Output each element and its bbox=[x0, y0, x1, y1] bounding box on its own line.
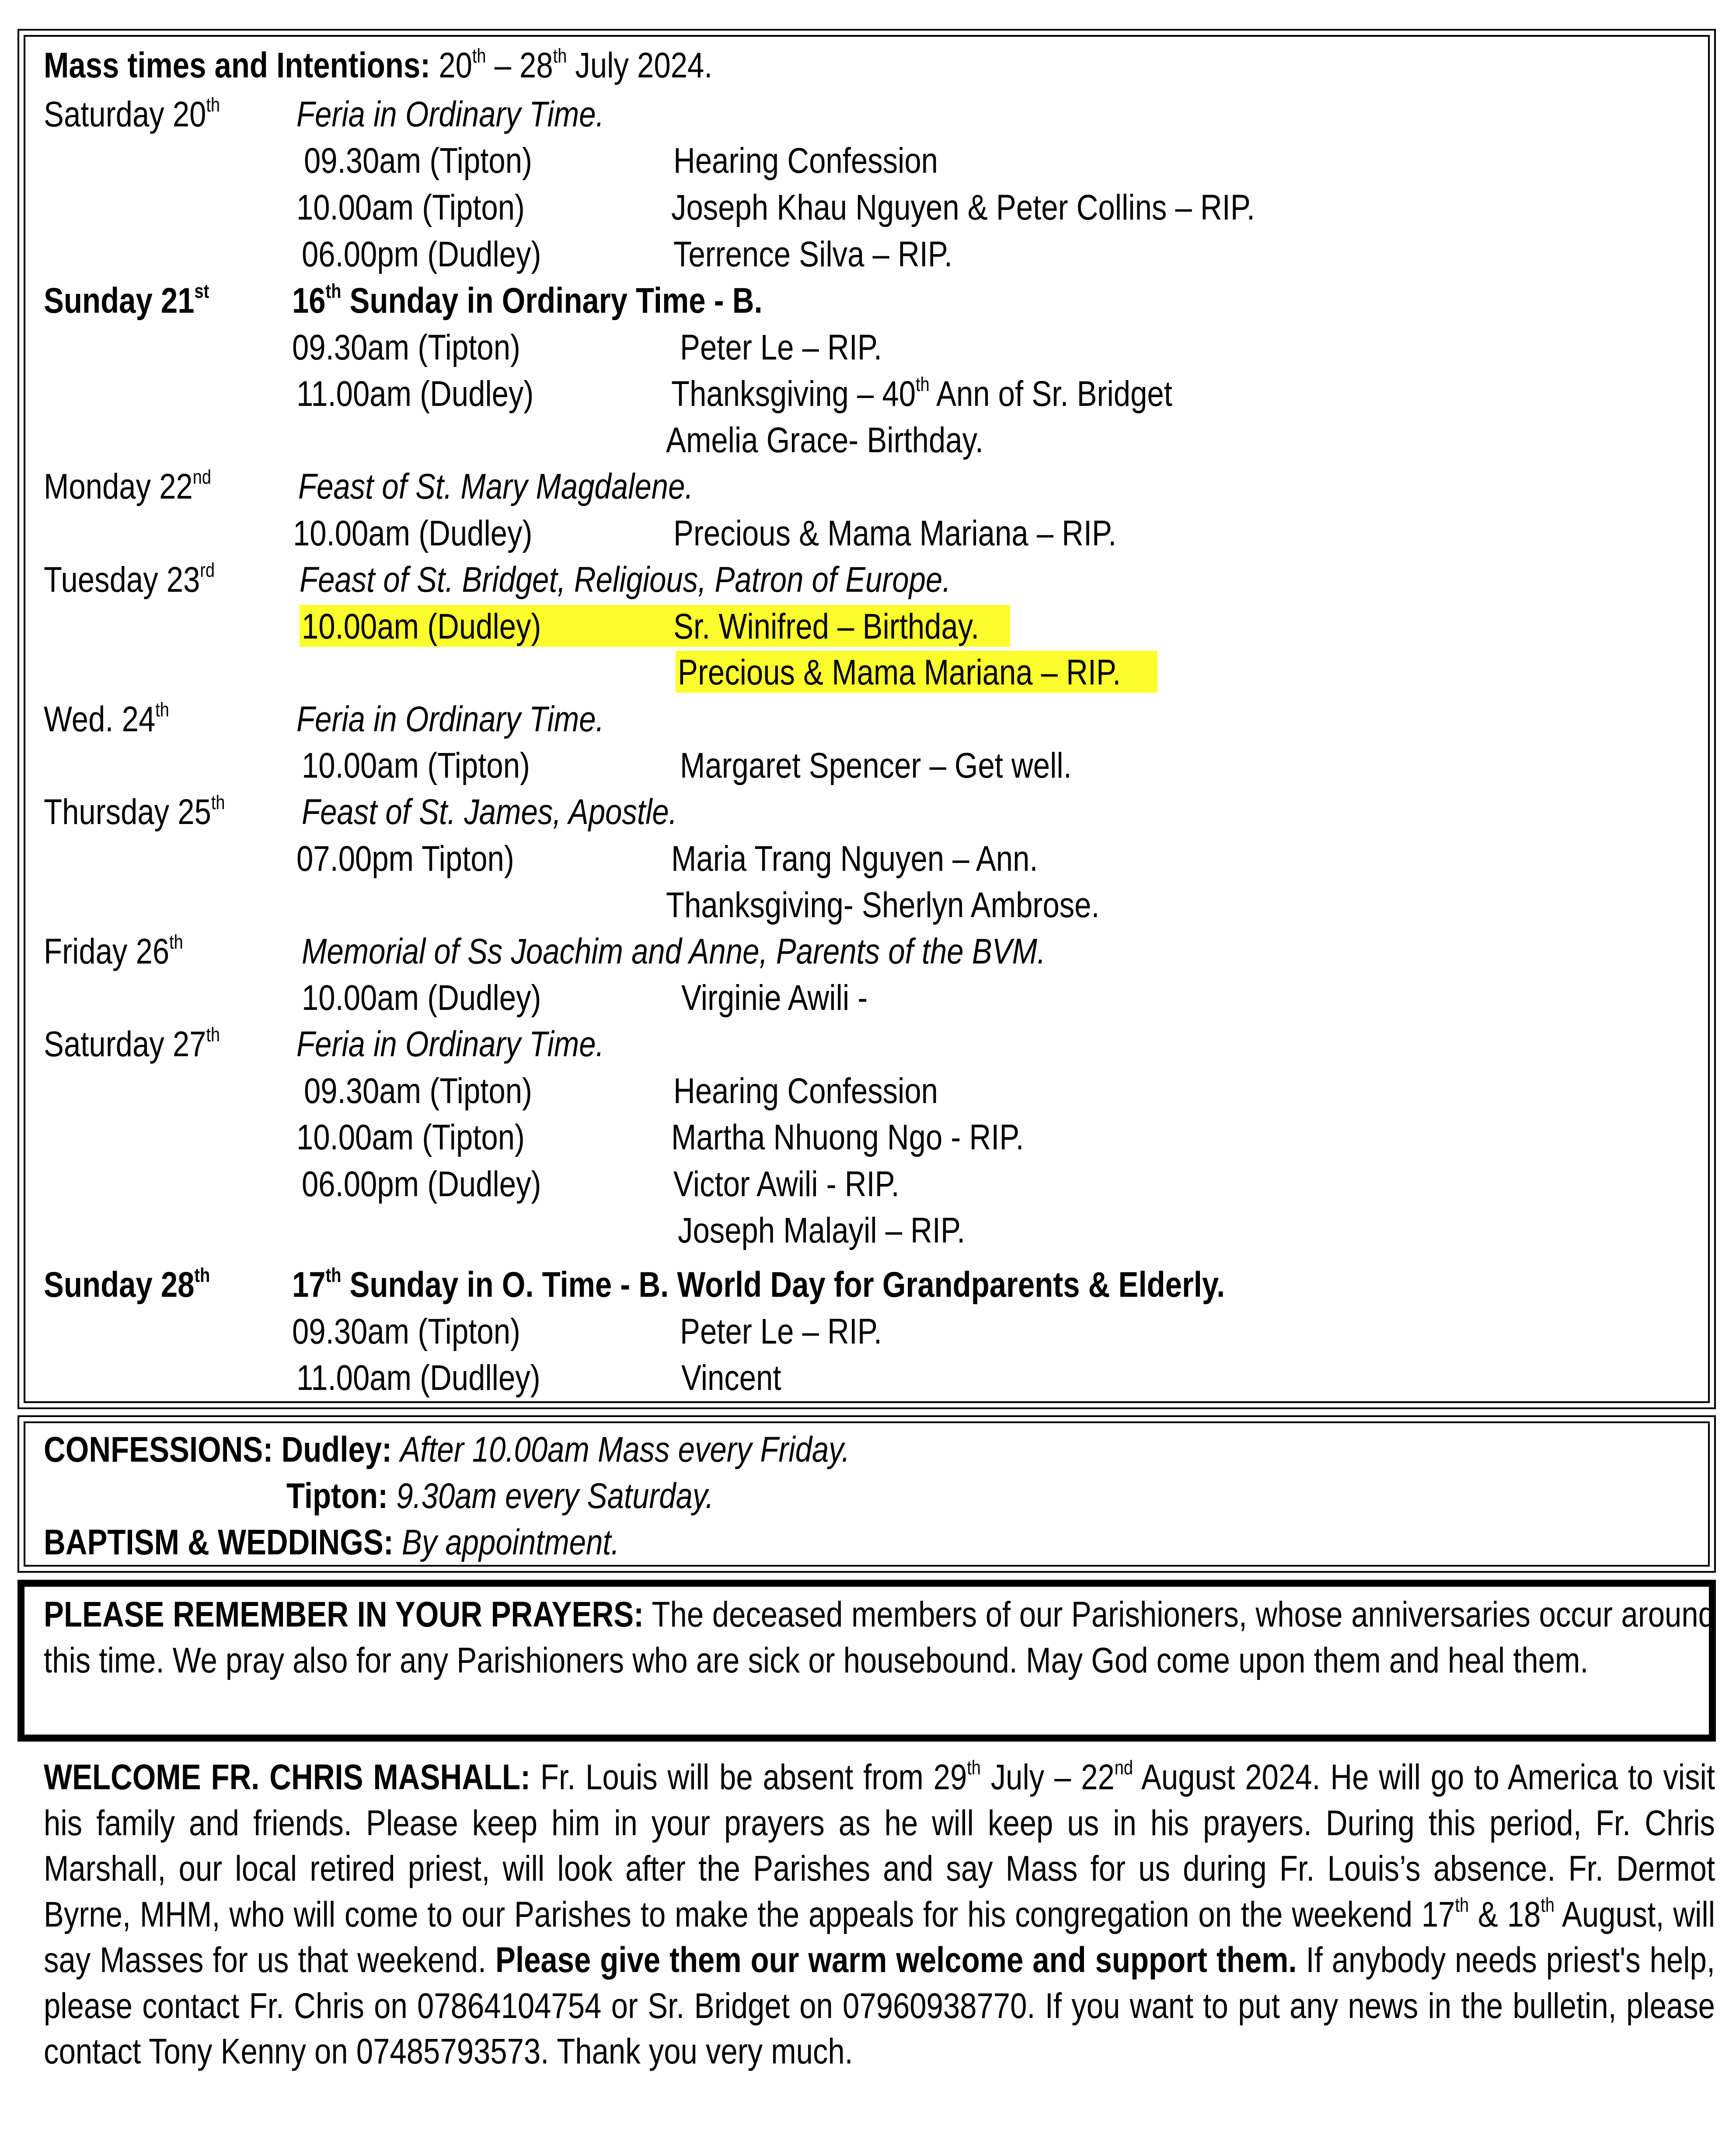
mass-intention: Maria Trang Nguyen – Ann. bbox=[671, 839, 1038, 879]
day-label: Sunday 28th bbox=[44, 1264, 210, 1305]
mass-intention: Joseph Malayil – RIP. bbox=[678, 1211, 966, 1250]
mass-intention: Virginie Awili - bbox=[681, 978, 868, 1018]
mass-time: 10.00am (Tipton) bbox=[296, 1117, 525, 1157]
mass-time: 10.00am (Dudley) bbox=[293, 513, 533, 553]
mass-intention: Precious & Mama Mariana – RIP. bbox=[673, 513, 1117, 553]
day-title: Feria in Ordinary Time. bbox=[296, 94, 604, 134]
mass-intention: Terrence Silva – RIP. bbox=[673, 234, 953, 274]
baptism-weddings: BAPTISM & WEDDINGS: By appointment. bbox=[44, 1522, 620, 1562]
day-label: Wed. 24th bbox=[44, 698, 169, 739]
day-label: Friday 26th bbox=[44, 931, 183, 971]
mass-time: 10.00am (Dudley) bbox=[302, 978, 541, 1018]
mass-intention: Joseph Khau Nguyen & Peter Collins – RIP. bbox=[671, 188, 1255, 227]
prayers-text: The deceased members of our Parishioners, whose anniversaries occur around this time. We pray also for any Parishioners who are sick or housebound. May God come upon them and heal them. bbox=[44, 1595, 1715, 1680]
confessions-tipton: Tipton: 9.30am every Saturday. bbox=[286, 1476, 714, 1516]
mass-intention: Victor Awili - RIP. bbox=[673, 1164, 899, 1204]
day-title: Feast of St. Mary Magdalene. bbox=[298, 467, 694, 506]
day-title: Feria in Ordinary Time. bbox=[296, 699, 604, 739]
mass-time: 10.00am (Tipton) bbox=[296, 188, 525, 227]
mass-intention: Thanksgiving- Sherlyn Ambrose. bbox=[666, 885, 1100, 925]
mass-intention: Precious & Mama Mariana – RIP. bbox=[678, 653, 1121, 692]
prayers-paragraph bbox=[44, 1592, 1715, 1683]
mass-heading-label: Mass times and Intentions: bbox=[44, 45, 431, 85]
confessions-dudley: CONFESSIONS: Dudley: After 10.00am Mass every Friday. bbox=[44, 1430, 850, 1470]
mass-intention: Sr. Winifred – Birthday. bbox=[673, 607, 980, 646]
mass-time: 09.30am (Tipton) bbox=[292, 328, 520, 367]
mass-intention: Amelia Grace- Birthday. bbox=[666, 420, 984, 460]
welcome-bold-text: Please give them our warm welcome and support them. bbox=[495, 1940, 1297, 1980]
day-title: 17th Sunday in O. Time - B. World Day for Grandparents & Elderly. bbox=[292, 1264, 1225, 1305]
mass-time: 07.00pm Tipton) bbox=[296, 839, 514, 879]
mass-intention: Margaret Spencer – Get well. bbox=[680, 746, 1072, 785]
mass-time: 09.30am (Tipton) bbox=[292, 1312, 520, 1351]
day-title: Feast of St. Bridget, Religious, Patron of Europe. bbox=[300, 560, 951, 600]
prayers-label: PLEASE REMEMBER IN YOUR PRAYERS: bbox=[44, 1595, 644, 1634]
day-label: Saturday 20th bbox=[44, 94, 220, 134]
day-label: Sunday 21st bbox=[44, 280, 209, 321]
day-label: Saturday 27th bbox=[44, 1023, 220, 1064]
mass-time: 09.30am (Tipton) bbox=[304, 1071, 532, 1111]
day-label: Tuesday 23rd bbox=[44, 559, 215, 600]
day-label: Monday 22nd bbox=[44, 466, 211, 506]
mass-time: 10.00am (Dudley) bbox=[302, 607, 541, 646]
mass-time: 11.00am (Dudley) bbox=[296, 374, 534, 414]
day-title: 16th Sunday in Ordinary Time - B. bbox=[292, 280, 763, 321]
mass-intention: Hearing Confession bbox=[673, 141, 938, 181]
day-title: Feria in Ordinary Time. bbox=[296, 1024, 604, 1064]
mass-time: 10.00am (Tipton) bbox=[302, 746, 530, 785]
mass-intention: Peter Le – RIP. bbox=[680, 328, 882, 367]
day-title: Feast of St. James, Apostle. bbox=[302, 792, 677, 832]
mass-heading: Mass times and Intentions: 20th – 28th July 2024. bbox=[44, 45, 713, 85]
welcome-label: WELCOME FR. CHRIS MASHALL: bbox=[44, 1757, 531, 1797]
day-label: Thursday 25th bbox=[44, 791, 225, 832]
mass-time: 09.30am (Tipton) bbox=[304, 141, 532, 181]
day-title: Memorial of Ss Joachim and Anne, Parents of the BVM. bbox=[302, 932, 1046, 971]
mass-intention: Thanksgiving – 40th Ann of Sr. Bridget bbox=[671, 373, 1172, 414]
mass-intention: Martha Nhuong Ngo - RIP. bbox=[671, 1117, 1024, 1157]
mass-intention: Hearing Confession bbox=[673, 1071, 938, 1111]
mass-time: 11.00am (Dudlley) bbox=[296, 1358, 540, 1398]
mass-time: 06.00pm (Dudley) bbox=[302, 1164, 541, 1204]
mass-intention: Peter Le – RIP. bbox=[680, 1312, 882, 1351]
mass-intention: Vincent bbox=[681, 1358, 781, 1398]
welcome-paragraph: WELCOME FR. CHRIS MASHALL: Fr. Louis will be absent from 29th July – 22nd August 2024. He will go to America to visit his family and friends. Please keep him in your prayers as he will keep us in his prayers. During this period, Fr. Chris Marshall, our local retired priest, will look after the Parishes and say Mass for us during Fr. Louis’s absence. Fr. Dermot Byrne, MHM, who will come to our Parishes to make the appeals for his congregation on the weekend 17th & 18th August, will say Masses for us that weekend. Please give them our warm welcome and support them. If anybody needs priest's help, please contact Fr. Chris on 07864104754 or Sr. Bridget on 07960938770. If you want to put any news in the bulletin, please contact Tony Kenny on 07485793573. Thank you very much. bbox=[44, 1756, 1715, 2071]
mass-time: 06.00pm (Dudley) bbox=[302, 234, 541, 274]
